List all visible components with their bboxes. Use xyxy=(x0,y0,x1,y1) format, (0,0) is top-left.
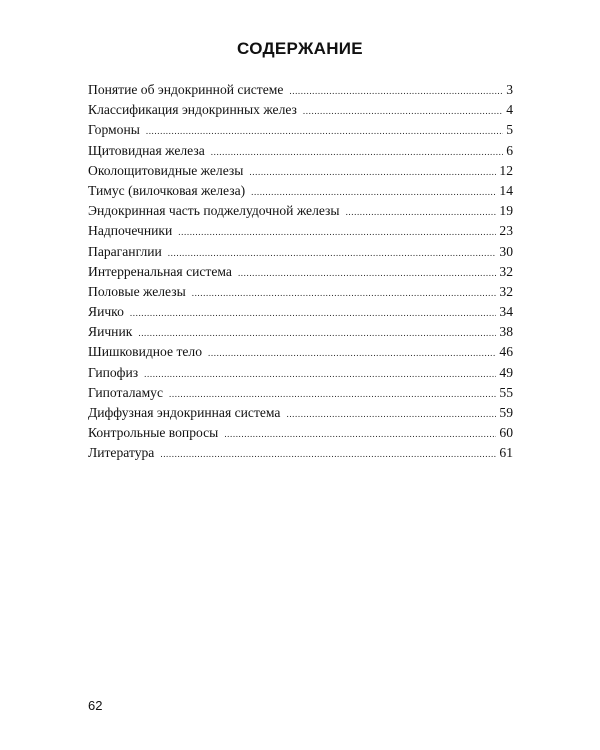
toc-entry-page: 38 xyxy=(499,324,513,340)
toc-entry-page: 12 xyxy=(499,162,513,178)
toc-entry xyxy=(88,322,513,342)
toc-entry xyxy=(88,302,513,322)
toc-entry-page: 23 xyxy=(499,223,513,239)
toc-entry-page: 46 xyxy=(499,344,513,360)
toc-entry-label: Надпочечники xyxy=(88,223,173,239)
toc-entry-label: Околощитовидные железы xyxy=(88,162,244,178)
toc-entry-label: Эндокринная часть поджелудочной железы xyxy=(88,203,340,219)
toc-entry xyxy=(88,423,513,443)
toc-entry xyxy=(88,141,513,161)
toc-entry-page: 61 xyxy=(499,445,513,461)
toc-entry-label: Гормоны xyxy=(88,122,140,138)
toc-entry xyxy=(88,282,513,302)
toc-entry-label: Щитовидная железа xyxy=(88,142,205,158)
toc-entry xyxy=(88,201,513,221)
toc-entry-label: Понятие об эндокринной системе xyxy=(88,82,284,97)
toc-entry-label: Шишковидное тело xyxy=(88,344,203,360)
toc-entry xyxy=(88,443,513,463)
toc-entry xyxy=(88,100,513,120)
toc-entry-page: 60 xyxy=(499,425,513,441)
toc-entry-label: Тимус (вилочковая железа) xyxy=(88,182,246,198)
toc-leader-dots xyxy=(130,303,497,323)
toc-entry-page: 30 xyxy=(499,243,513,259)
toc-entry-page: 49 xyxy=(499,364,513,380)
toc-entry xyxy=(88,221,513,241)
toc-entry-label: Яичник xyxy=(88,324,133,340)
toc-entry-label: Литература xyxy=(88,445,155,461)
toc-leader-dots xyxy=(208,343,496,363)
toc-entry-page: 3 xyxy=(506,82,513,97)
toc-leader-dots xyxy=(303,101,503,121)
toc-entry xyxy=(88,181,513,201)
page-number: 62 xyxy=(88,698,103,713)
toc-leader-dots xyxy=(346,202,497,222)
toc-entry-page: 34 xyxy=(499,304,513,320)
toc-entry-label: Гипофиз xyxy=(88,364,139,380)
toc-leader-dots xyxy=(224,424,496,444)
toc-entry-label: Интерренальная система xyxy=(88,263,232,279)
toc-entry-page: 19 xyxy=(499,203,513,219)
toc-leader-dots xyxy=(146,121,503,141)
toc-leader-dots xyxy=(178,222,496,242)
toc-entry xyxy=(88,363,513,383)
toc-leader-dots xyxy=(138,323,496,343)
table-of-contents xyxy=(88,80,513,464)
toc-entry xyxy=(88,403,513,423)
toc-leader-dots xyxy=(251,182,496,202)
toc-entry-label: Классификация эндокринных желез xyxy=(88,102,297,118)
toc-entry-page: 59 xyxy=(499,405,513,420)
toc-entry-label: Гипоталамус xyxy=(88,384,164,400)
toc-leader-dots xyxy=(211,142,503,162)
toc-entry-label: Параганглии xyxy=(88,243,162,259)
toc-leader-dots xyxy=(144,364,496,384)
toc-entry xyxy=(88,80,513,100)
toc-entry-page: 6 xyxy=(506,142,513,158)
toc-leader-dots xyxy=(192,283,497,303)
toc-entry xyxy=(88,120,513,140)
toc-leader-dots xyxy=(168,243,497,263)
toc-entry-page: 4 xyxy=(506,102,513,118)
toc-leader-dots xyxy=(238,263,496,283)
toc-leader-dots xyxy=(249,162,496,182)
toc-entry-page: 55 xyxy=(499,384,513,400)
toc-entry-label: Половые железы xyxy=(88,283,186,299)
toc-entry-label: Диффузная эндокринная система xyxy=(88,405,281,420)
toc-entry-label: Яичко xyxy=(88,304,124,320)
toc-entry xyxy=(88,383,513,403)
toc-leader-dots xyxy=(289,81,503,101)
toc-entry-label: Контрольные вопросы xyxy=(88,425,219,441)
toc-entry-page: 5 xyxy=(506,122,513,138)
toc-entry-page: 32 xyxy=(499,283,513,299)
toc-leader-dots xyxy=(160,444,496,464)
toc-entry xyxy=(88,342,513,362)
toc-entry-page: 32 xyxy=(499,263,513,279)
toc-entry xyxy=(88,161,513,181)
toc-entry-page: 14 xyxy=(499,182,513,198)
toc-leader-dots xyxy=(286,404,496,424)
page-title: СОДЕРЖАНИЕ xyxy=(237,39,363,58)
toc-leader-dots xyxy=(169,384,496,404)
toc-entry xyxy=(88,242,513,262)
toc-entry xyxy=(88,262,513,282)
